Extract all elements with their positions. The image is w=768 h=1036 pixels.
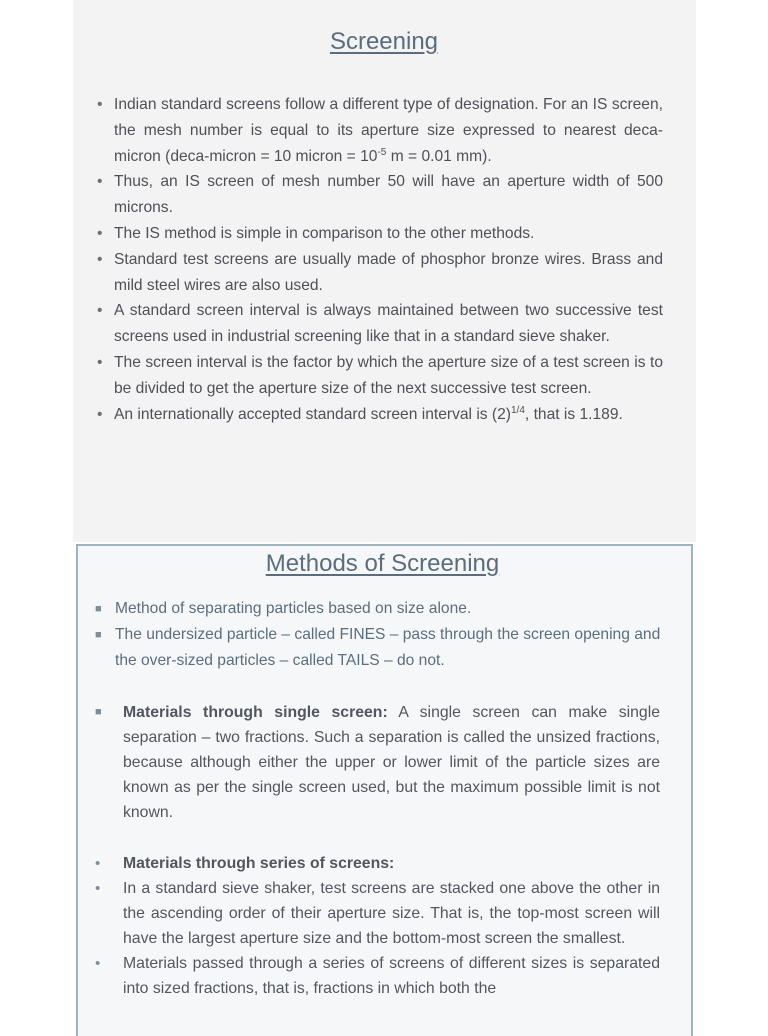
list-item: • In a standard sieve shaker, test screens are stacked one above the other in the ascending order of their aperture size. That is, the top-most screen will have the largest aperture size and the bottom-most screen the smallest. (93, 876, 660, 951)
square-bullet-icon: ■ (95, 603, 102, 615)
bullet-icon: • (97, 405, 103, 423)
slide-title-methods: Methods of Screening (265, 550, 500, 577)
bullet-icon: • (95, 880, 101, 897)
bullet-icon: • (97, 96, 103, 113)
single-screen-list (93, 700, 660, 825)
square-bullet-icon: ■ (95, 629, 102, 641)
list-item: ■ Method of separating particles based on size alone. (93, 596, 663, 622)
list-item: • Indian standard screens follow a different type of designation. For an IS screen, the mesh number is equal to its aperture size expressed to nearest deca-micron (deca-micron = 10 micron = $10^{-5}$ m = 0.01 mm). (93, 92, 663, 169)
series-screen-list (93, 851, 660, 1001)
slide-title-screening: Screening (329, 28, 439, 55)
list-item: • Standard test screens are usually made of phosphor bronze wires. Brass and mild steel wires are also used. (93, 247, 663, 299)
bullet-icon: • (97, 250, 103, 268)
list-item: • The screen interval is the factor by which the aperture size of a test screen is to be divided to get the aperture size of the next successive test screen. (93, 350, 663, 402)
single-screen-heading: Materials through single screen: (123, 704, 388, 721)
list-item: • An internationally accepted standard screen interval is $(2)^{1/4}$, that is 1.189. (93, 402, 663, 428)
list-item: ■ Materials through single screen: A single screen can make single separation – two fractions. Such a separation is called the unsized fractions, because although either the upper or lower limit of the particle sizes are known as per the single screen used, but the maximum possible limit is not known. (93, 700, 660, 825)
list-item: • Materials passed through a series of screens of different sizes is separated into sized fractions, that is, fractions in which both the (93, 951, 660, 1001)
screening-bullet-list (93, 92, 663, 427)
list-item: • A standard screen interval is always maintained between two successive test screens used in industrial screening like that in a standard sieve shaker. (93, 298, 663, 350)
bullet-icon: • (95, 855, 101, 872)
bullet-icon: • (95, 955, 101, 972)
list-item (93, 851, 660, 876)
bullet-icon: • (97, 224, 103, 242)
bullet-icon: • (97, 353, 103, 371)
list-item: • The IS method is simple in comparison to the other methods. (93, 221, 663, 247)
list-item: ■ The undersized particle – called FINES – pass through the screen opening and the over-sized particles – called TAILS – do not. (93, 622, 663, 674)
bullet-icon: • (97, 302, 103, 320)
bullet-icon: • (97, 173, 103, 191)
methods-bullet-list (93, 596, 663, 674)
series-screen-heading: Materials through series of screens: (123, 855, 395, 872)
list-item: • Thus, an IS screen of mesh number 50 will have an aperture width of 500 microns. (93, 169, 663, 221)
square-bullet-icon: ■ (95, 706, 102, 718)
